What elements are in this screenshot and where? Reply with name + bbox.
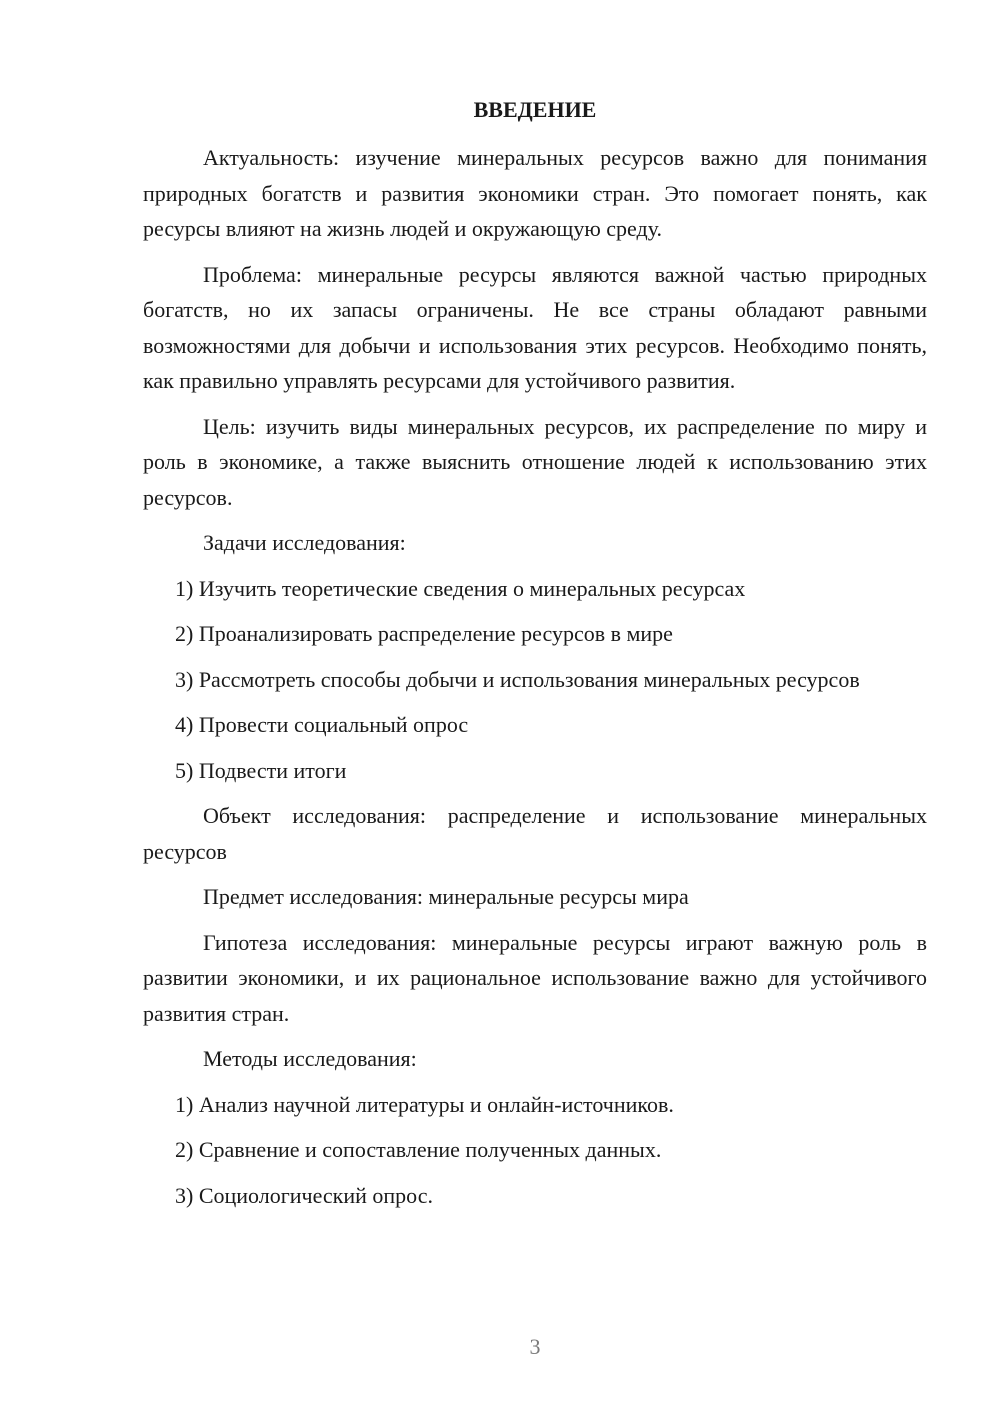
task-item: 5) Подвести итоги bbox=[175, 757, 347, 783]
object-paragraph: Объект исследования: распределение и использование минеральных ресурсов bbox=[143, 803, 927, 864]
document-body bbox=[143, 94, 927, 1223]
method-item: 2) Сравнение и сопоставление полученных данных. bbox=[175, 1137, 662, 1162]
relevance-paragraph: Актуальность: изучение минеральных ресурсов важно для понимания природных богатств и развития экономики стран. Это помогает понять, как ресурсы влияют на жизнь людей и окружающую среду. bbox=[143, 145, 927, 241]
methods-heading: Методы исследования: bbox=[203, 1046, 417, 1071]
page-number: 3 bbox=[529, 1334, 541, 1359]
method-item: 1) Анализ научной литературы и онлайн-источников. bbox=[175, 1091, 674, 1117]
goal-paragraph: Цель: изучить виды минеральных ресурсов, их распределение по миру и роль в экономике, а также выяснить отношение людей к использованию этих ресурсов. bbox=[143, 413, 927, 510]
task-item: 4) Провести социальный опрос bbox=[175, 712, 469, 737]
section-title: ВВЕДЕНИЕ bbox=[473, 97, 597, 122]
problem-paragraph: Проблема: минеральные ресурсы являются важной частью природных богатств, но их запасы ограничены. Не все страны обладают равными возможностями для добычи и использования этих ресурсов. Необходимо понять, как правильно управлять ресурсами для устойчивого развития. bbox=[143, 261, 927, 393]
method-item: 3) Социологический опрос. bbox=[175, 1182, 433, 1208]
hypothesis-paragraph: Гипотеза исследования: минеральные ресурсы играют важную роль в развитии экономики, и их рациональное использование важно для устойчивого развития стран. bbox=[143, 929, 927, 1026]
tasks-heading: Задачи исследования: bbox=[203, 530, 406, 555]
task-item: 2) Проанализировать распределение ресурсов в мире bbox=[175, 621, 673, 646]
task-item: 3) Рассмотреть способы добычи и использования минеральных ресурсов bbox=[175, 666, 860, 692]
subject-paragraph: Предмет исследования: минеральные ресурсы мира bbox=[203, 884, 689, 909]
task-item: 1) Изучить теоретические сведения о минеральных ресурсах bbox=[175, 575, 746, 601]
